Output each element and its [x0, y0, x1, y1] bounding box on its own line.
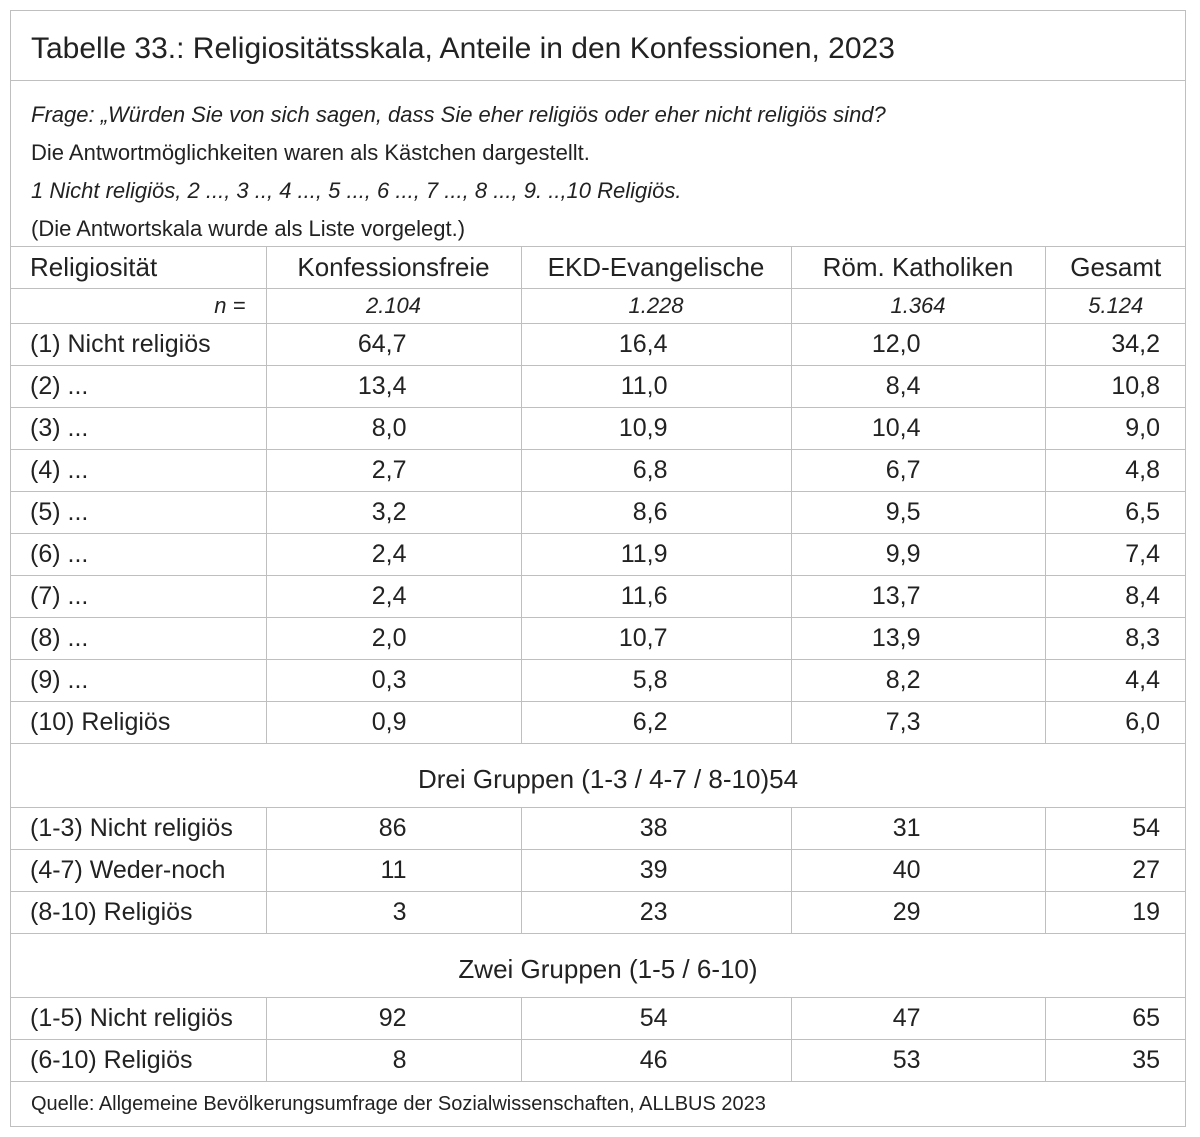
table-cell: 86 [266, 808, 521, 850]
table-cell: 8,3 [1045, 618, 1186, 660]
row-label: (4) ... [10, 450, 266, 492]
section-header-two-groups [10, 934, 1186, 998]
table-row [10, 492, 1186, 534]
table-cell: 35 [1045, 1040, 1186, 1082]
table-cell: 11,9 [521, 534, 791, 576]
section-label: Zwei Gruppen (1-5 / 6-10) [10, 934, 1186, 998]
table-cell: 8,0 [266, 408, 521, 450]
table-cell: 11,6 [521, 576, 791, 618]
table-cell: 19 [1045, 892, 1186, 934]
table-cell: 54 [521, 998, 791, 1040]
row-label: (1-5) Nicht religiös [10, 998, 266, 1040]
two-group-rows [10, 998, 1186, 1082]
table-row [10, 408, 1186, 450]
table-cell: 4,8 [1045, 450, 1186, 492]
table-cell: 6,2 [521, 702, 791, 744]
table-cell: 11,0 [521, 366, 791, 408]
row-label: (8-10) Religiös [10, 892, 266, 934]
table-row [10, 1040, 1186, 1082]
row-label: (2) ... [10, 366, 266, 408]
table-cell: 54 [1045, 808, 1186, 850]
question-note [31, 96, 886, 248]
table-cell: 65 [1045, 998, 1186, 1040]
table-cell: 2,4 [266, 534, 521, 576]
row-label: (5) ... [10, 492, 266, 534]
table-cell: 10,7 [521, 618, 791, 660]
table-cell: 13,7 [791, 576, 1045, 618]
table-header-row [10, 247, 1186, 289]
table-cell: 40 [791, 850, 1045, 892]
table-row [10, 366, 1186, 408]
row-label: (4-7) Weder-noch [10, 850, 266, 892]
row-label: (1) Nicht religiös [10, 324, 266, 366]
row-label: (6-10) Religiös [10, 1040, 266, 1082]
table-cell: 6,7 [791, 450, 1045, 492]
n-value: 1.228 [521, 289, 791, 324]
table-cell: 13,4 [266, 366, 521, 408]
table-cell: 38 [521, 808, 791, 850]
table-cell: 8,4 [791, 366, 1045, 408]
row-label: (6) ... [10, 534, 266, 576]
table-cell: 0,9 [266, 702, 521, 744]
table-cell: 9,5 [791, 492, 1045, 534]
header-ekd-evangelische: EKD-Evangelische [521, 247, 791, 289]
table-cell: 2,7 [266, 450, 521, 492]
table-cell: 92 [266, 998, 521, 1040]
sample-size-row [10, 289, 1186, 324]
table-row [10, 702, 1186, 744]
n-label: n = [10, 289, 266, 324]
table-cell: 2,0 [266, 618, 521, 660]
table-row [10, 660, 1186, 702]
table-cell: 34,2 [1045, 324, 1186, 366]
table-cell: 10,9 [521, 408, 791, 450]
table-cell: 10,4 [791, 408, 1045, 450]
table-cell: 11 [266, 850, 521, 892]
table-cell: 6,5 [1045, 492, 1186, 534]
table-row [10, 808, 1186, 850]
table-cell: 0,3 [266, 660, 521, 702]
three-group-rows [10, 808, 1186, 934]
table-title: Tabelle 33.: Religiositätsskala, Anteile in den Konfessionen, 2023 [10, 10, 1186, 81]
row-label: (3) ... [10, 408, 266, 450]
n-value: 2.104 [266, 289, 521, 324]
table-cell: 3,2 [266, 492, 521, 534]
header-konfessionsfreie: Konfessionsfreie [266, 247, 521, 289]
table-cell: 31 [791, 808, 1045, 850]
table-row [10, 998, 1186, 1040]
source-note: Quelle: Allgemeine Bevölkerungsumfrage der Sozialwissenschaften, ALLBUS 2023 [31, 1093, 766, 1115]
section-header-three-groups [10, 744, 1186, 808]
religiosity-table [10, 246, 1186, 1082]
n-value: 1.364 [791, 289, 1045, 324]
row-label: (8) ... [10, 618, 266, 660]
table-cell: 8 [266, 1040, 521, 1082]
table-cell: 13,9 [791, 618, 1045, 660]
table-cell: 29 [791, 892, 1045, 934]
table-cell: 4,4 [1045, 660, 1186, 702]
table-cell: 3 [266, 892, 521, 934]
header-religiositaet: Religiosität [10, 247, 266, 289]
table-cell: 64,7 [266, 324, 521, 366]
table-row [10, 618, 1186, 660]
section-label: Drei Gruppen (1-3 / 4-7 / 8-10)54 [10, 744, 1186, 808]
table-cell: 53 [791, 1040, 1045, 1082]
table-row [10, 450, 1186, 492]
row-label: (1-3) Nicht religiös [10, 808, 266, 850]
table-cell: 27 [1045, 850, 1186, 892]
table-row [10, 892, 1186, 934]
table-cell: 2,4 [266, 576, 521, 618]
table-cell: 6,8 [521, 450, 791, 492]
table-cell: 9,0 [1045, 408, 1186, 450]
header-gesamt: Gesamt [1045, 247, 1186, 289]
table-cell: 16,4 [521, 324, 791, 366]
table-cell: 10,8 [1045, 366, 1186, 408]
question-text: Frage: „Würden Sie von sich sagen, dass Sie eher religiös oder eher nicht religiös sind? [31, 102, 886, 127]
row-label: (7) ... [10, 576, 266, 618]
table-row [10, 850, 1186, 892]
table-cell: 23 [521, 892, 791, 934]
header-katholiken: Röm. Katholiken [791, 247, 1045, 289]
table-cell: 7,3 [791, 702, 1045, 744]
row-label: (10) Religiös [10, 702, 266, 744]
table-cell: 47 [791, 998, 1045, 1040]
answer-format-text: Die Antwortmöglichkeiten waren als Kästchen dargestellt. [31, 140, 590, 165]
table-cell: 7,4 [1045, 534, 1186, 576]
n-value: 5.124 [1045, 289, 1186, 324]
table-cell: 8,4 [1045, 576, 1186, 618]
table-row [10, 576, 1186, 618]
list-note-text: (Die Antwortskala wurde als Liste vorgelegt.) [31, 216, 466, 241]
table-row [10, 324, 1186, 366]
row-label: (9) ... [10, 660, 266, 702]
table-cell: 8,2 [791, 660, 1045, 702]
table-cell: 39 [521, 850, 791, 892]
scale-rows [10, 324, 1186, 744]
table-row [10, 534, 1186, 576]
table-cell: 6,0 [1045, 702, 1186, 744]
table-cell: 12,0 [791, 324, 1045, 366]
table-cell: 5,8 [521, 660, 791, 702]
scale-text: 1 Nicht religiös, 2 ..., 3 .., 4 ..., 5 ..., 6 ..., 7 ..., 8 ..., 9. ..,10 Religiös. [31, 178, 682, 203]
table-cell: 8,6 [521, 492, 791, 534]
table-cell: 9,9 [791, 534, 1045, 576]
table-cell: 46 [521, 1040, 791, 1082]
